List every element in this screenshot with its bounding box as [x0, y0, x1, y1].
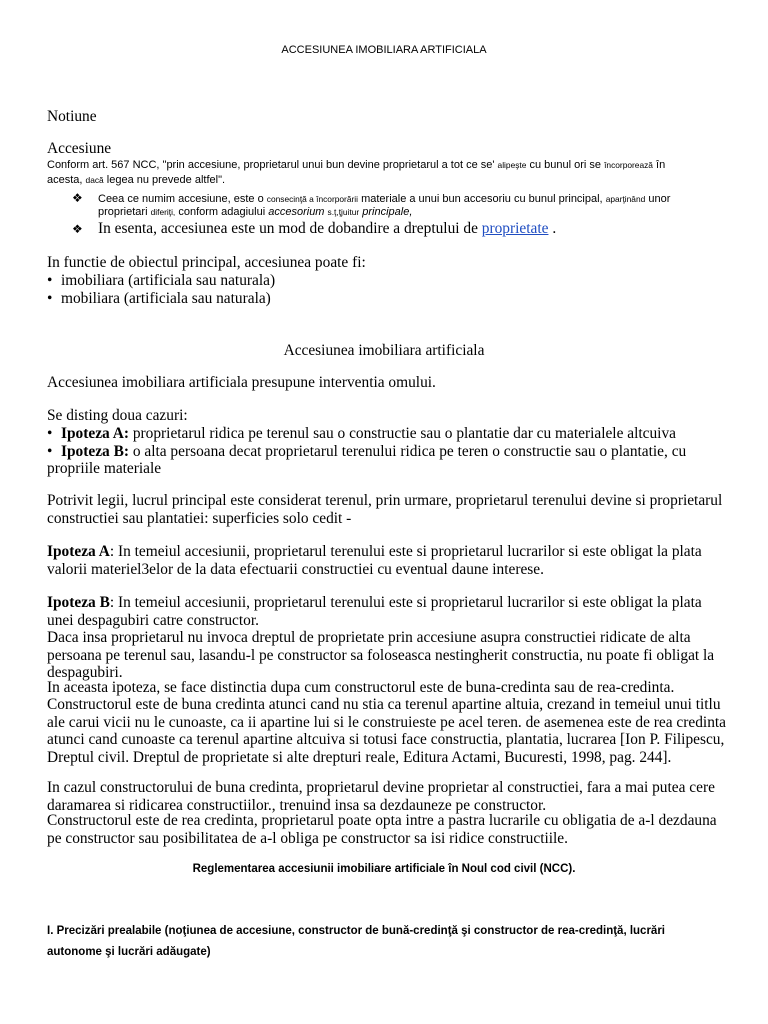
conform-text: cu bunul ori se — [529, 159, 602, 171]
funct-line: In functie de obiectul principal, accesiunea poate fi: — [47, 254, 366, 271]
conform-text: Conform art. 567 NCC, "prin accesiune, proprietarul unui bun devine proprietarul a tot ce se — [47, 159, 493, 171]
diamond-item-1 — [47, 191, 670, 205]
diam-text: unor — [648, 193, 671, 205]
ipoteza-label: Ipoteza B: — [61, 443, 129, 460]
ipoteza-label: Ipoteza A — [47, 543, 110, 560]
heading-accesiune: Accesiune — [47, 140, 112, 157]
ipoteza-label: Ipoteza A: — [61, 425, 129, 442]
conform-text: legea nu prevede altfel". — [106, 174, 226, 186]
ipoteza-b-paragraph — [47, 594, 727, 629]
precizari-heading-line-2: autonome şi lucrări adăugate) — [47, 946, 211, 958]
reglementarea-heading: Reglementarea accesiunii imobiliare artificiale în Noul cod civil (NCC). — [192, 863, 576, 875]
diam-text-italic: accesorium — [268, 206, 325, 218]
bullet-icon: • — [47, 443, 53, 460]
diam-text: In esenta, accesiunea este un mod de dobandire a dreptului de — [98, 220, 478, 237]
bullet-item-1 — [47, 272, 275, 290]
precizari-heading-line-1: I. Precizări prealabile (noţiunea de accesiune, constructor de bună-credinţă şi constructor de rea-credinţă, lucrări — [47, 925, 665, 937]
bullet-icon: • — [47, 272, 53, 289]
bullet-text: imobiliara (artificiala sau naturala) — [61, 272, 276, 289]
ipoteza-a-paragraph — [47, 543, 727, 578]
diam-text-small: aparţinând — [605, 194, 646, 204]
bullet-item-2 — [47, 290, 271, 308]
constructor-paragraph-1: Constructorul este de buna credinta atunci cand nu stia ca terenul apartine altuia, crezand in temeiul unui titlu ale carui vicii nu le cunoaste, ca ii apartine lui si le construieste pe acel teren. de asemenea este de rea credinta atunci cand cunoaste ca terenul apartine altcuiva si totusi face constructia, plantatia, lucrarea [Ion P. Filipescu, Dreptul civil. Dreptul de proprietate si alte drepturi reale, Editura Actami, Bucuresti, 1998, pag. 244]. — [47, 696, 726, 766]
incazul-paragraph: In cazul constructorului de buna credinta, proprietarul devine proprietar al constructiei, fara a mai putea cere daramarea si ridicarea constructiilor., trenuind insa sa dezdauneze pe constructor. — [47, 779, 715, 814]
bullet-icon: • — [47, 290, 53, 307]
diam-text: conform adagiului — [178, 206, 266, 218]
diam-text: . — [552, 220, 557, 237]
conform-text-small: încorporează — [604, 160, 653, 170]
diam-text-small: consecinţă a încorporării — [266, 194, 359, 204]
diam-text-small: s.ţ,ţjuitur — [327, 207, 360, 217]
diamond-item-1-line-2 — [98, 206, 412, 218]
ipoteza-text: : In temeiul accesiunii, proprietarul terenului este si proprietarul lucrarilor si este obligat la plata valorii materiel3elor de la data efectuarii constructiei cu eventual daune interese. — [47, 543, 702, 578]
diamond-item-2 — [47, 220, 556, 239]
conform-text-small: alipeşte — [497, 160, 527, 170]
section-subtitle: Accesiunea imobiliara artificiala — [283, 342, 485, 359]
ipoteza-b-line-2: propriile materiale — [47, 460, 162, 477]
conform-text-small: dacă — [85, 175, 104, 185]
potrivit-paragraph: Potrivit legii, lucrul principal este considerat terenul, prin urmare, proprietarul terenului devine si proprietarul constructiei sau plantatiei: superficies solo cedit - — [47, 492, 723, 527]
diamond-bullet-icon: ❖ — [72, 222, 83, 236]
diam-text: proprietari — [98, 206, 148, 218]
diam-text: Ceea ce numim accesiune, este o — [98, 193, 264, 205]
diamond-bullet-icon: ❖ — [72, 191, 83, 205]
daca-paragraph: Daca insa proprietarul nu invoca dreptul de proprietate prin accesiune asupra constructiei ridicate de alta persoana pe terenul sau, lasandu-l pe constructor sa foloseasca nestingherit constructia, nu poate fi obligat la despagubiri. — [47, 629, 715, 681]
conform-text: în — [656, 159, 666, 171]
heading-notiune: Notiune — [47, 108, 97, 125]
diam-text-italic: principale, — [362, 206, 413, 218]
ipoteza-a-bullet — [47, 425, 676, 443]
disting-line: Se disting doua cazuri: — [47, 407, 188, 424]
constructor-paragraph-2: Constructorul este de rea credinta, proprietarul poate opta intre a pastra lucrarile cu obligatia de a-l dezdauna pe constructor sau posibilitatea de a-l obliga pe constructor sa isi ridice constructiile. — [47, 812, 717, 847]
bullet-icon: • — [47, 425, 53, 442]
document-title: ACCESIUNEA IMOBILIARA ARTIFICIALA — [281, 44, 487, 56]
presupune-line: Accesiunea imobiliara artificiala presupune interventia omului. — [47, 374, 436, 391]
conform-line-1: Conform art. 567 NCC, "prin accesiune, proprietarul unui bun devine proprietarul a tot ce se' alipeşte cu bunul ori se încorporează în — [47, 159, 666, 171]
conform-text: acesta, — [47, 174, 83, 186]
ipoteza-text: proprietarul ridica pe terenul sau o constructie sau o plantatie dar cu materialele altcuiva — [132, 425, 676, 442]
inaceasta-paragraph: In aceasta ipoteza, se face distinctia dupa cum constructorul este de buna-credinta sau de rea-credinta. — [47, 679, 675, 696]
bullet-text: mobiliara (artificiala sau naturala) — [61, 290, 271, 307]
ipoteza-label: Ipoteza B — [47, 594, 110, 611]
diam-text: materiale a unui bun accesoriu cu bunul principal, — [361, 193, 603, 205]
proprietate-link[interactable]: proprietate — [481, 220, 549, 237]
ipoteza-text: o alta persoana decat proprietarul terenului ridica pe teren o constructie sau o plantatie, cu — [132, 443, 687, 460]
ipoteza-text: : In temeiul accesiunii, proprietarul terenului este si proprietarul lucrarilor si este obligat la plata unei despagubiri catre constructor. — [47, 594, 702, 629]
ipoteza-b-bullet — [47, 443, 686, 461]
conform-line-2 — [47, 174, 225, 186]
diam-text-small: diferiţi, — [150, 207, 176, 217]
